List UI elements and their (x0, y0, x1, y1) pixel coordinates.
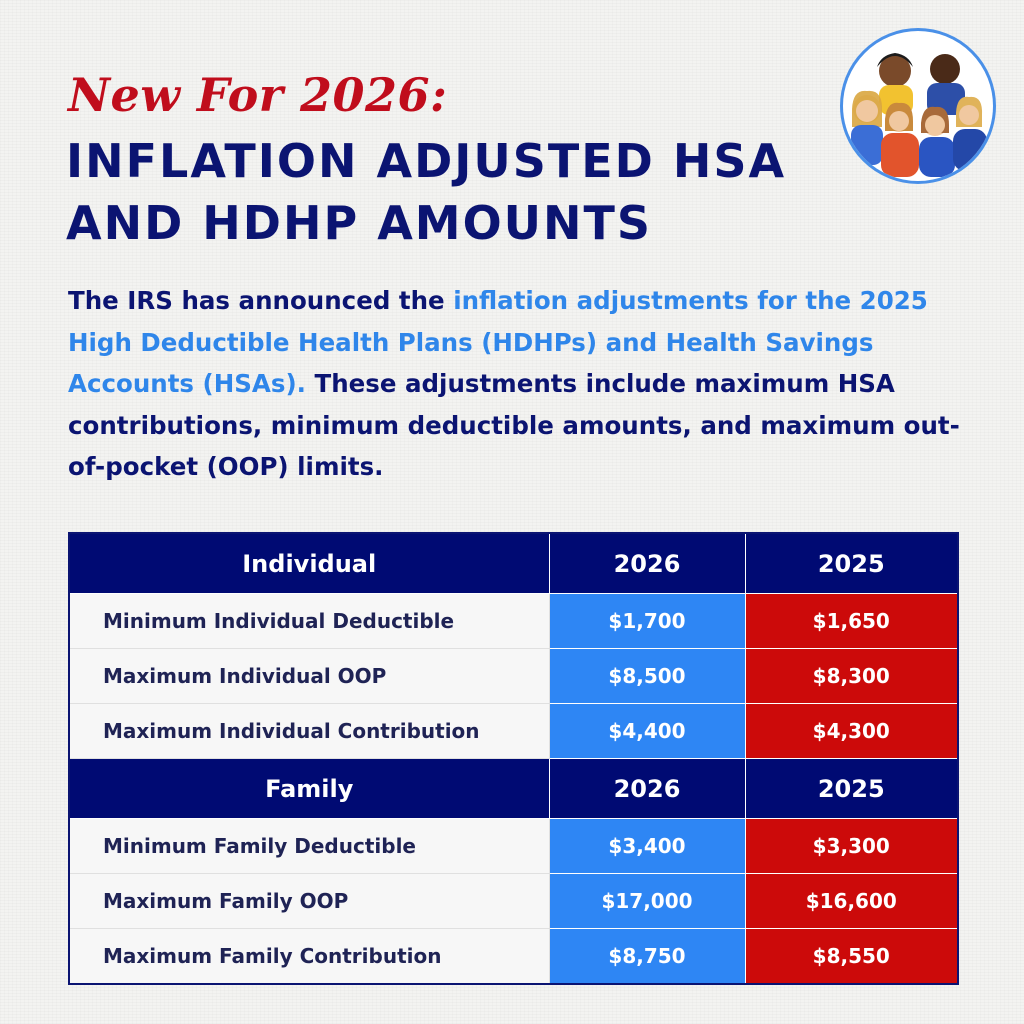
table-header-row (69, 759, 958, 819)
column-header-2026: 2026 (549, 533, 745, 594)
value-2026: $8,500 (549, 649, 745, 704)
family-section (69, 759, 958, 985)
column-header-2025: 2025 (745, 533, 958, 594)
section-heading-family: Family (69, 759, 549, 819)
row-label: Minimum Individual Deductible (69, 594, 549, 649)
intro-paragraph (68, 280, 968, 488)
people-group-icon (843, 31, 993, 181)
value-2025: $8,550 (745, 929, 958, 985)
intro-text-start: The IRS has announced the (68, 286, 454, 315)
table-row (69, 649, 958, 704)
individual-section (69, 533, 958, 759)
column-header-2025: 2025 (745, 759, 958, 819)
value-2025: $8,300 (745, 649, 958, 704)
row-label: Maximum Family Contribution (69, 929, 549, 985)
table-row (69, 929, 958, 985)
row-label: Maximum Individual Contribution (69, 704, 549, 759)
intro-text-end: These adjustments include maximum HSA contributions, minimum deductible amounts, and maximum out-of-pocket (OOP) limits. (68, 369, 960, 481)
table-row (69, 874, 958, 929)
table-row (69, 819, 958, 874)
table-header-row (69, 533, 958, 594)
inflation-adjustments-link[interactable]: inflation adjustments for the 2025 High Deductible Health Plans (HDHPs) and Health Savings Accounts (HSAs). (68, 286, 928, 398)
value-2025: $16,600 (745, 874, 958, 929)
page-title (66, 130, 826, 254)
value-2026: $1,700 (549, 594, 745, 649)
row-label: Maximum Individual OOP (69, 649, 549, 704)
title-line-1: INFLATION ADJUSTED HSA (66, 134, 787, 188)
value-2025: $3,300 (745, 819, 958, 874)
value-2025: $4,300 (745, 704, 958, 759)
hsa-hdhp-table (68, 532, 959, 985)
row-label: Maximum Family OOP (69, 874, 549, 929)
row-label: Minimum Family Deductible (69, 819, 549, 874)
value-2026: $4,400 (549, 704, 745, 759)
value-2026: $8,750 (549, 929, 745, 985)
group-illustration-icon (840, 28, 996, 184)
table-row (69, 704, 958, 759)
table-row (69, 594, 958, 649)
title-line-2: AND HDHP AMOUNTS (66, 196, 653, 250)
value-2026: $3,400 (549, 819, 745, 874)
value-2026: $17,000 (549, 874, 745, 929)
value-2025: $1,650 (745, 594, 958, 649)
column-header-2026: 2026 (549, 759, 745, 819)
section-heading-individual: Individual (69, 533, 549, 594)
kicker-heading: New For 2026: (68, 68, 448, 122)
